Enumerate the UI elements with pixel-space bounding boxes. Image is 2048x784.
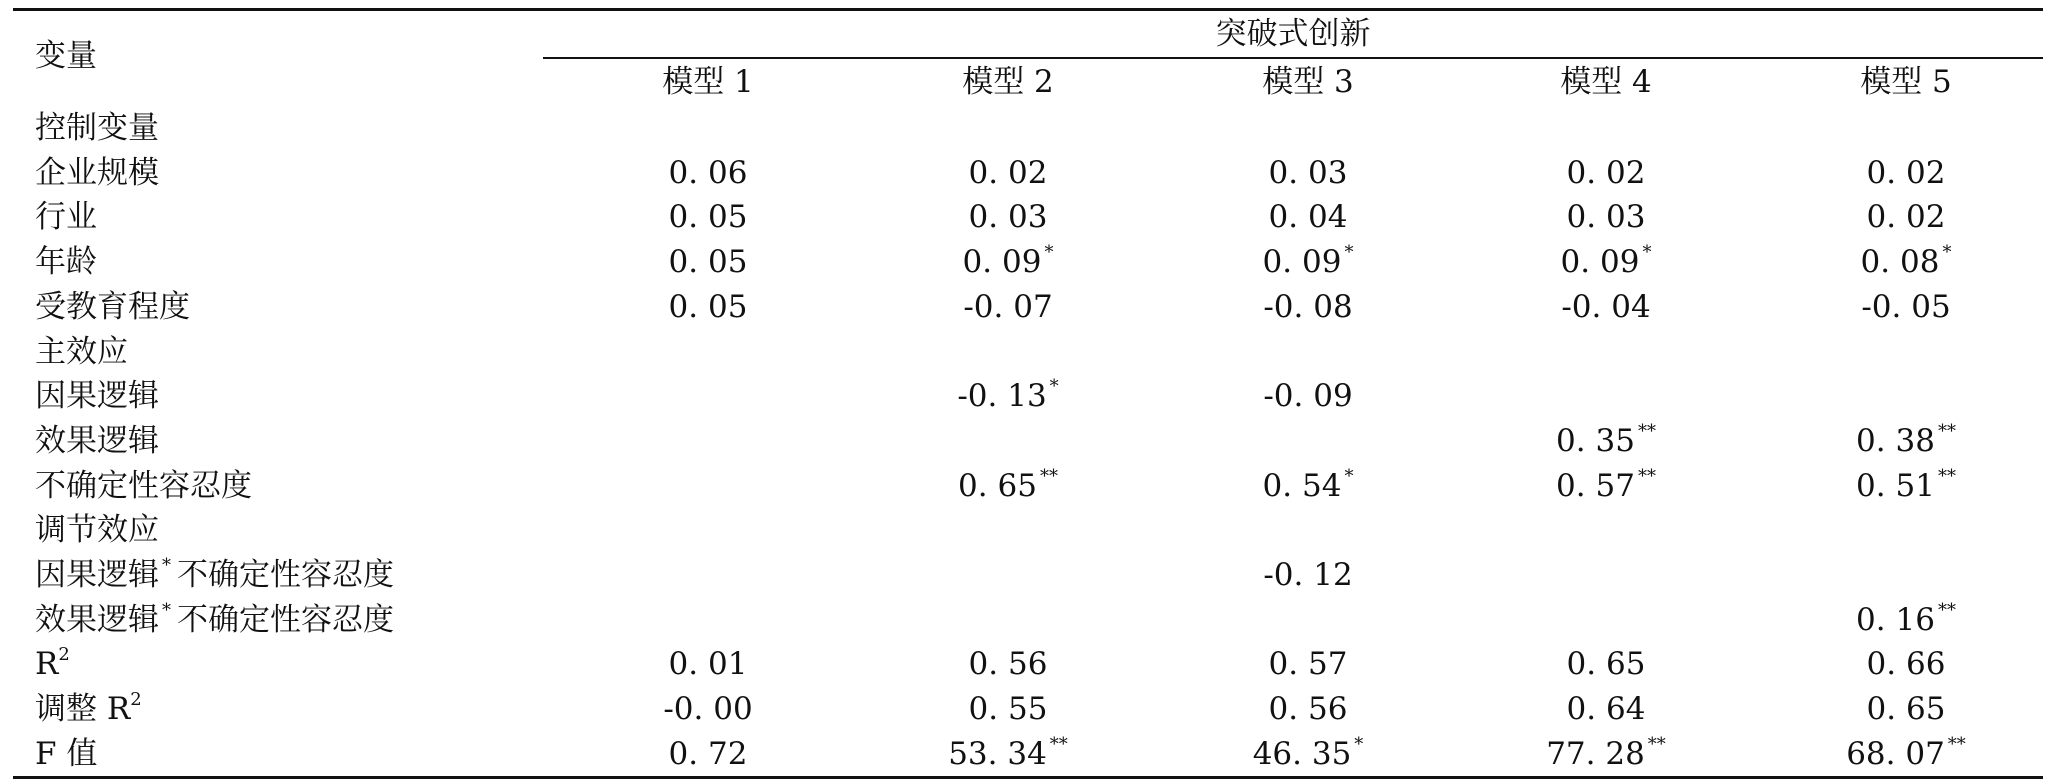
row-label-text: 受教育程度 <box>35 289 190 325</box>
model-header-2: 模型 2 <box>962 64 1054 100</box>
row-label-text: 效果逻辑 <box>35 602 159 638</box>
significance-marker: ** <box>1049 734 1068 755</box>
row-label-superscript: 2 <box>130 689 142 710</box>
row-label-text: 调节效应 <box>35 512 159 548</box>
row-label-superscript: 2 <box>58 644 70 665</box>
coefficient-cell <box>1466 155 1746 191</box>
coefficient-value: -0. 00 <box>663 691 753 727</box>
model-header-5: 模型 5 <box>1860 64 1952 100</box>
coefficient-value: 0. 05 <box>668 244 748 280</box>
coefficient-cell <box>1766 423 2046 464</box>
coefficient-value: 68. 07 <box>1846 736 1945 772</box>
coefficient-value: 0. 02 <box>1866 199 1946 235</box>
coefficient-cell <box>868 378 1148 419</box>
coefficient-cell <box>868 646 1148 682</box>
row-label <box>35 244 97 280</box>
coefficient-value: 0. 02 <box>968 155 1048 191</box>
coefficient-value: 0. 57 <box>1556 468 1635 504</box>
significance-marker: * <box>1044 242 1054 263</box>
row-label-text: 企业规模 <box>35 155 159 191</box>
coefficient-value: -0. 04 <box>1561 289 1651 325</box>
significance-marker: ** <box>1637 421 1656 442</box>
coefficient-cell <box>568 736 848 772</box>
coefficient-cell <box>1466 646 1746 682</box>
coefficient-value: 0. 02 <box>1566 155 1646 191</box>
row-label-tail: 不确定性容忍度 <box>177 557 394 593</box>
coefficient-value: 0. 35 <box>1556 423 1635 459</box>
row-label-text: 因果逻辑 <box>35 557 159 593</box>
coefficient-value: 0. 51 <box>1856 468 1935 504</box>
coefficient-cell <box>1766 289 2046 325</box>
coefficient-cell <box>868 468 1148 509</box>
significance-marker: ** <box>1937 466 1956 487</box>
coefficient-cell <box>1466 736 1746 777</box>
row-label <box>35 289 190 325</box>
coefficient-value: -0. 08 <box>1263 289 1353 325</box>
coefficient-cell <box>1168 736 1448 777</box>
row-label <box>35 646 70 687</box>
coefficient-value: 0. 01 <box>668 646 748 682</box>
model-header-4: 模型 4 <box>1560 64 1652 100</box>
row-label <box>35 110 159 146</box>
row-label <box>35 468 252 504</box>
coefficient-value: 0. 03 <box>1566 199 1646 235</box>
coefficient-value: 0. 06 <box>668 155 748 191</box>
coefficient-value: 0. 02 <box>1866 155 1946 191</box>
coefficient-value: -0. 09 <box>1263 378 1353 414</box>
row-label-tail: 不确定性容忍度 <box>177 602 394 638</box>
table-top-rule <box>13 8 2043 11</box>
significance-marker: ** <box>1647 734 1666 755</box>
row-label-text: 行业 <box>35 199 97 235</box>
coefficient-cell <box>1466 691 1746 727</box>
significance-marker: * <box>1344 466 1354 487</box>
coefficient-cell <box>1766 155 2046 191</box>
row-label <box>35 199 97 235</box>
coefficient-value: 77. 28 <box>1546 736 1645 772</box>
coefficient-cell <box>1766 244 2046 285</box>
row-label <box>35 557 394 598</box>
coefficient-value: 0. 65 <box>1866 691 1946 727</box>
coefficient-value: -0. 12 <box>1263 557 1353 593</box>
coefficient-value: 0. 05 <box>668 289 748 325</box>
coefficient-value: 0. 57 <box>1268 646 1348 682</box>
coefficient-cell <box>1766 736 2046 777</box>
significance-marker: * <box>1642 242 1652 263</box>
row-label-text: 调整 R <box>35 691 131 727</box>
row-label <box>35 691 142 732</box>
interaction-asterisk: * <box>162 600 171 621</box>
coefficient-cell <box>1466 244 1746 285</box>
coefficient-value: 0. 56 <box>968 646 1048 682</box>
coefficient-value: 0. 09 <box>1262 244 1342 280</box>
coefficient-cell <box>1168 244 1448 285</box>
coefficient-cell <box>1168 289 1448 325</box>
coefficient-cell <box>1168 199 1448 235</box>
model-header-1: 模型 1 <box>662 64 754 100</box>
header-variable-label: 变量 <box>35 38 97 74</box>
table-header-rule <box>543 57 2043 59</box>
coefficient-cell <box>568 646 848 682</box>
significance-marker: * <box>1354 734 1364 755</box>
coefficient-value: -0. 07 <box>963 289 1053 325</box>
coefficient-cell <box>568 199 848 235</box>
coefficient-value: 0. 09 <box>962 244 1042 280</box>
coefficient-value: 0. 66 <box>1866 646 1946 682</box>
significance-marker: ** <box>1937 421 1956 442</box>
coefficient-value: 0. 56 <box>1268 691 1348 727</box>
coefficient-value: 0. 72 <box>668 736 748 772</box>
row-label-text: 效果逻辑 <box>35 423 159 459</box>
row-label-text: R <box>35 646 59 682</box>
header-group-label: 突破式创新 <box>1215 16 1371 52</box>
coefficient-cell <box>1766 199 2046 235</box>
interaction-asterisk: * <box>162 555 171 576</box>
row-label-text: 主效应 <box>35 334 128 370</box>
coefficient-cell <box>1168 155 1448 191</box>
coefficient-cell <box>868 289 1148 325</box>
coefficient-value: 0. 08 <box>1860 244 1940 280</box>
row-label-text: F 值 <box>35 736 98 772</box>
row-label <box>35 155 159 191</box>
coefficient-cell <box>568 244 848 280</box>
coefficient-value: 0. 04 <box>1268 199 1348 235</box>
significance-marker: * <box>1344 242 1354 263</box>
coefficient-cell <box>868 736 1148 777</box>
coefficient-cell <box>1466 199 1746 235</box>
coefficient-value: 0. 64 <box>1566 691 1646 727</box>
row-label-text: 不确定性容忍度 <box>35 468 252 504</box>
coefficient-value: 0. 03 <box>968 199 1048 235</box>
coefficient-value: 0. 38 <box>1856 423 1935 459</box>
row-label <box>35 512 159 548</box>
row-label-text: 因果逻辑 <box>35 378 159 414</box>
row-label <box>35 334 128 370</box>
coefficient-cell <box>1168 468 1448 509</box>
row-label <box>35 736 97 772</box>
row-label-text: 年龄 <box>35 244 97 280</box>
coefficient-value: 0. 54 <box>1262 468 1342 504</box>
coefficient-cell <box>1766 691 2046 727</box>
coefficient-cell <box>1466 423 1746 464</box>
coefficient-value: 0. 55 <box>968 691 1048 727</box>
coefficient-value: -0. 05 <box>1861 289 1951 325</box>
coefficient-cell <box>568 289 848 325</box>
coefficient-value: 0. 16 <box>1856 602 1935 638</box>
coefficient-value: -0. 13 <box>957 378 1047 414</box>
coefficient-value: 0. 09 <box>1560 244 1640 280</box>
coefficient-value: 0. 05 <box>668 199 748 235</box>
row-label <box>35 423 159 459</box>
significance-marker: ** <box>1947 734 1966 755</box>
significance-marker: ** <box>1039 466 1058 487</box>
coefficient-cell <box>1168 557 1448 593</box>
coefficient-cell <box>1168 691 1448 727</box>
coefficient-cell <box>1466 289 1746 325</box>
coefficient-cell <box>1466 468 1746 509</box>
coefficient-value: 46. 35 <box>1252 736 1352 772</box>
significance-marker: ** <box>1637 466 1656 487</box>
row-label <box>35 602 394 643</box>
coefficient-cell <box>868 199 1148 235</box>
coefficient-cell <box>868 244 1148 285</box>
coefficient-cell <box>1766 646 2046 682</box>
significance-marker: * <box>1942 242 1952 263</box>
coefficient-cell <box>568 691 848 727</box>
coefficient-value: 0. 65 <box>1566 646 1646 682</box>
coefficient-cell <box>1168 646 1448 682</box>
coefficient-value: 0. 65 <box>958 468 1037 504</box>
row-label-text: 控制变量 <box>35 110 159 146</box>
coefficient-value: 0. 03 <box>1268 155 1348 191</box>
row-label <box>35 378 159 414</box>
coefficient-value: 53. 34 <box>948 736 1047 772</box>
significance-marker: * <box>1049 376 1059 397</box>
model-header-3: 模型 3 <box>1262 64 1354 100</box>
coefficient-cell <box>568 155 848 191</box>
coefficient-cell <box>868 155 1148 191</box>
coefficient-cell <box>1168 378 1448 414</box>
coefficient-cell <box>868 691 1148 727</box>
coefficient-cell <box>1766 602 2046 643</box>
significance-marker: ** <box>1937 600 1956 621</box>
coefficient-cell <box>1766 468 2046 509</box>
